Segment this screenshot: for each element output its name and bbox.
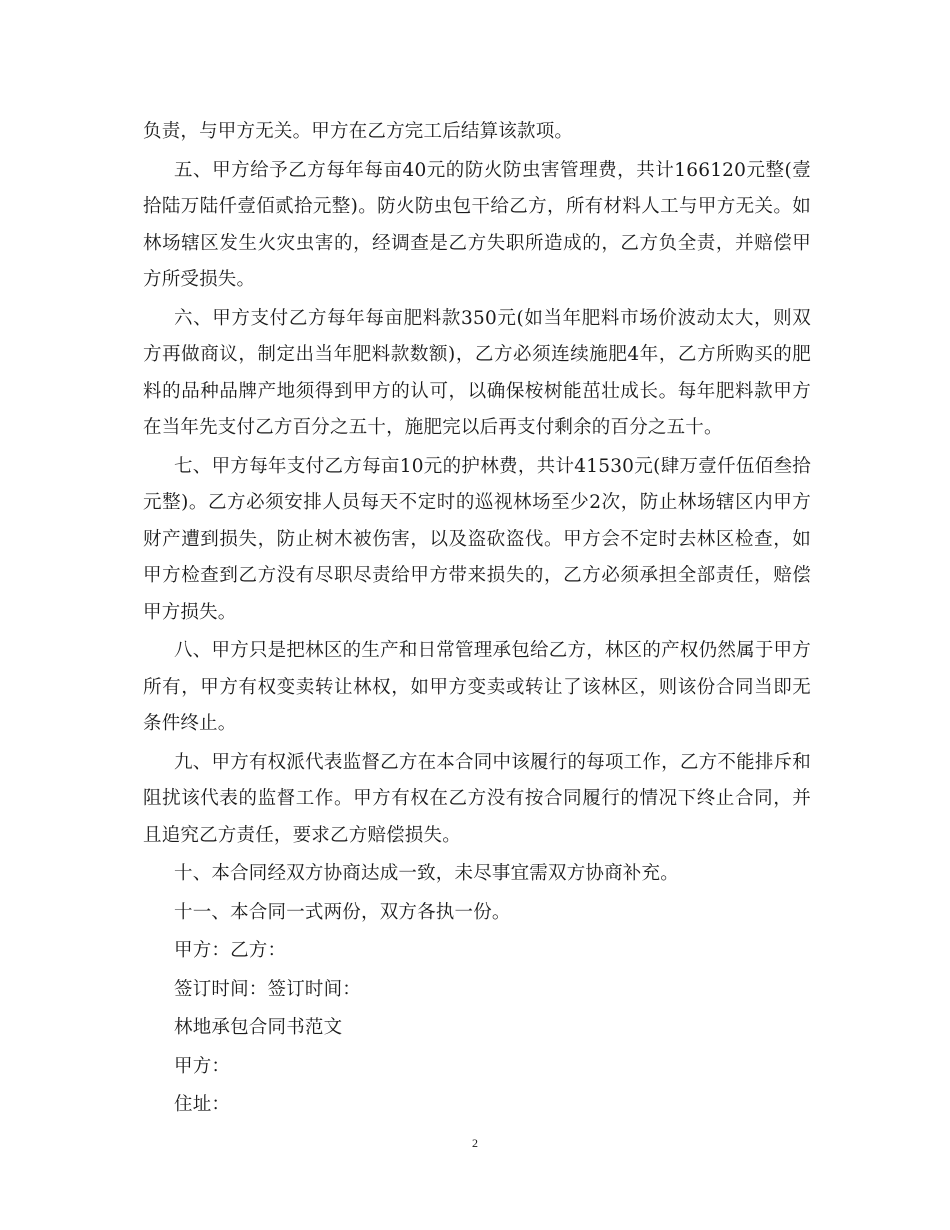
paragraph-clause-9: 九、甲方有权派代表监督乙方在本合同中该履行的每项工作，乙方不能排斥和阻扰该代表的监督工作。甲方有权在乙方没有按合同履行的情况下终止合同，并且追究乙方责任，要求乙方赔偿损失。 (143, 751, 811, 846)
signature-parties-line: 甲方：乙方： (174, 940, 287, 961)
paragraph-clause-8: 八、甲方只是把林区的生产和日常管理承包给乙方，林区的产权仍然属于甲方所有，甲方有权变卖转让林权，如甲方变卖或转让了该林区，则该份合同当即无条件终止。 (143, 640, 811, 734)
section-heading: 林地承包合同书范文 (174, 1017, 343, 1038)
address-line: 住址： (174, 1094, 231, 1115)
party-a-line: 甲方： (174, 1055, 231, 1077)
paragraph-clause-5: 五、甲方给予乙方每年每亩40元的防火防虫害管理费，共计166120元整(壹拾陆万陆仟壹佰贰拾元整)。防火防虫包干给乙方，所有材料人工与甲方无关。如林场辖区发生火灾虫害的，经调查是乙方失职所造成的，乙方负全责，并赔偿甲方所受损失。 (143, 159, 811, 290)
paragraph-clause-11: 十一、本合同一式两份，双方各执一份。 (174, 901, 511, 923)
signing-date-line: 签订时间：签订时间： (174, 978, 362, 1000)
paragraph-clause-10: 十、本合同经双方协商达成一致，未尽事宜需双方协商补充。 (174, 863, 679, 884)
page-number: 2 (472, 1136, 478, 1150)
paragraph-clause-7: 七、甲方每年支付乙方每亩10元的护林费，共计41530元(肆万壹仟伍佰叁拾元整)。乙方必须安排人员每天不定时的巡视林场至少2次，防止林场辖区内甲方财产遭到损失，防止树木被伤害，以及盗砍盗伐。甲方会不定时去林区检查，如甲方检查到乙方没有尽职尽责给甲方带来损失的，乙方必须承担全部责任，赔偿甲方损失。 (143, 455, 811, 623)
document-body (143, 114, 811, 1126)
paragraph-clause-6: 六、甲方支付乙方每年每亩肥料款350元(如当年肥料市场价波动太大，则双方再做商议，制定出当年肥料款数额)，乙方必须连续施肥4年，乙方所购买的肥料的品种品牌产地须得到甲方的认可，以确保桉树能茁壮成长。每年肥料款甲方在当年先支付乙方百分之五十，施肥完以后再支付剩余的百分之五十。 (143, 307, 811, 438)
paragraph-continuation: 负责，与甲方无关。甲方在乙方完工后结算该款项。 (143, 121, 574, 142)
